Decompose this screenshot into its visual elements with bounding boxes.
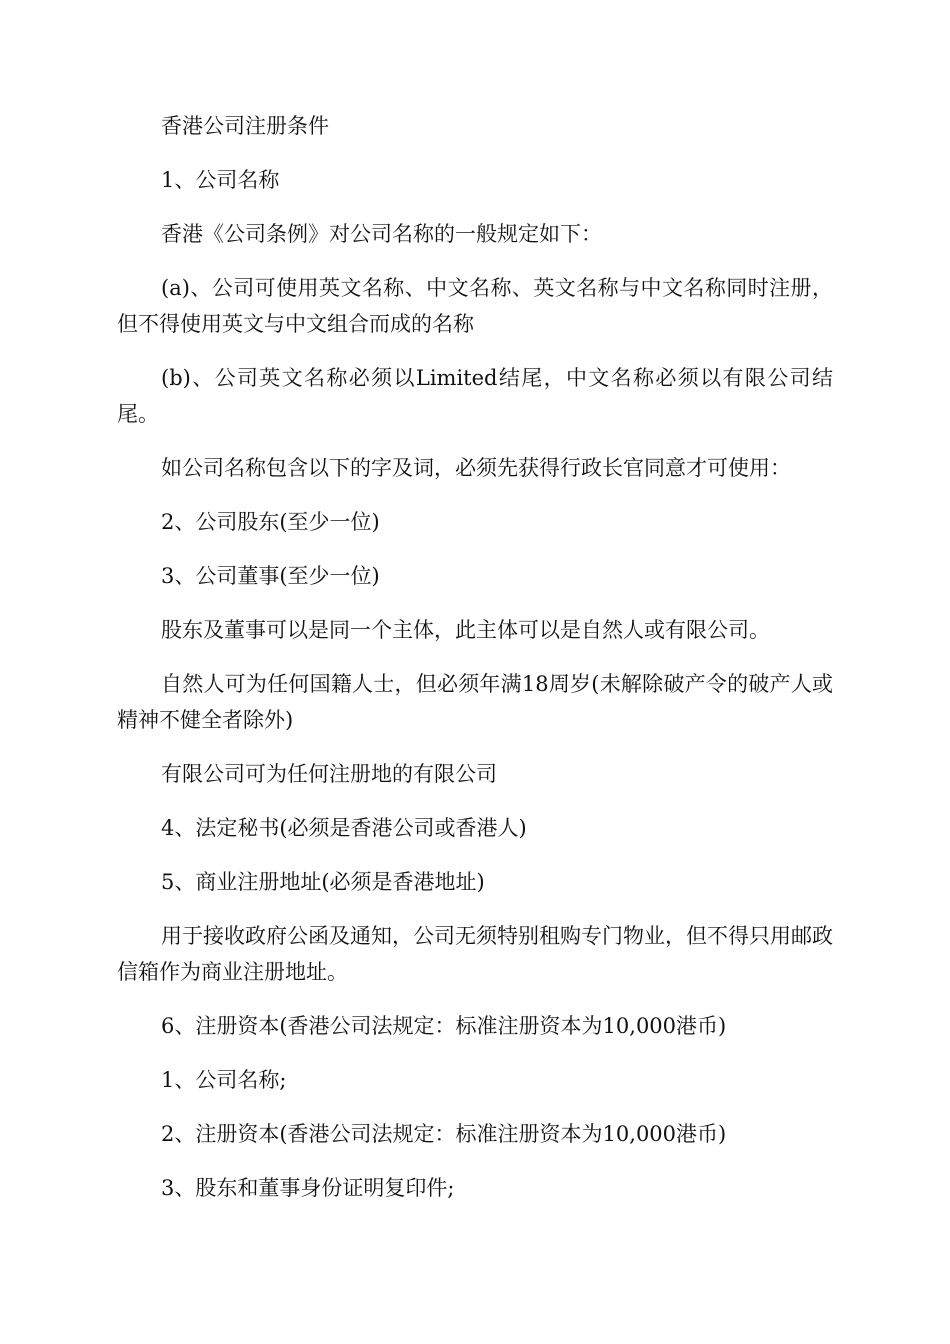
section-heading-directors: 3、公司董事(至少一位) — [161, 564, 380, 588]
list-item: 3、股东和董事身份证明复印件; — [161, 1176, 455, 1200]
paragraph: 用于接收政府公函及通知，公司无须特别租购专门物业，但不得只用邮政信箱作为商业注册地址。 — [117, 924, 833, 984]
paragraph: (b)、公司英文名称必须以Limited结尾，中文名称必须以有限公司结尾。 — [117, 366, 833, 426]
paragraph: 有限公司可为任何注册地的有限公司 — [161, 762, 497, 786]
section-heading-shareholders: 2、公司股东(至少一位) — [161, 510, 380, 534]
list-item: 1、公司名称; — [161, 1068, 287, 1092]
section-heading-company-name: 1、公司名称 — [161, 168, 280, 192]
document-body — [117, 108, 833, 1224]
paragraph: 香港《公司条例》对公司名称的一般规定如下： — [161, 222, 602, 246]
section-heading-secretary: 4、法定秘书(必须是香港公司或香港人) — [161, 816, 527, 840]
paragraph: 如公司名称包含以下的字及词，必须先获得行政长官同意才可使用： — [161, 456, 791, 480]
paragraph: (a)、公司可使用英文名称、中文名称、英文名称与中文名称同时注册，但不得使用英文与中文组合而成的名称 — [117, 276, 833, 336]
paragraph: 自然人可为任何国籍人士，但必须年满18周岁(未解除破产令的破产人或精神不健全者除外) — [117, 672, 833, 732]
document-title: 香港公司注册条件 — [161, 114, 329, 138]
section-heading-address: 5、商业注册地址(必须是香港地址) — [161, 870, 485, 894]
list-item: 2、注册资本(香港公司法规定：标准注册资本为10,000港币) — [161, 1122, 727, 1146]
section-heading-capital: 6、注册资本(香港公司法规定：标准注册资本为10,000港币) — [161, 1014, 727, 1038]
paragraph: 股东及董事可以是同一个主体，此主体可以是自然人或有限公司。 — [161, 618, 770, 642]
